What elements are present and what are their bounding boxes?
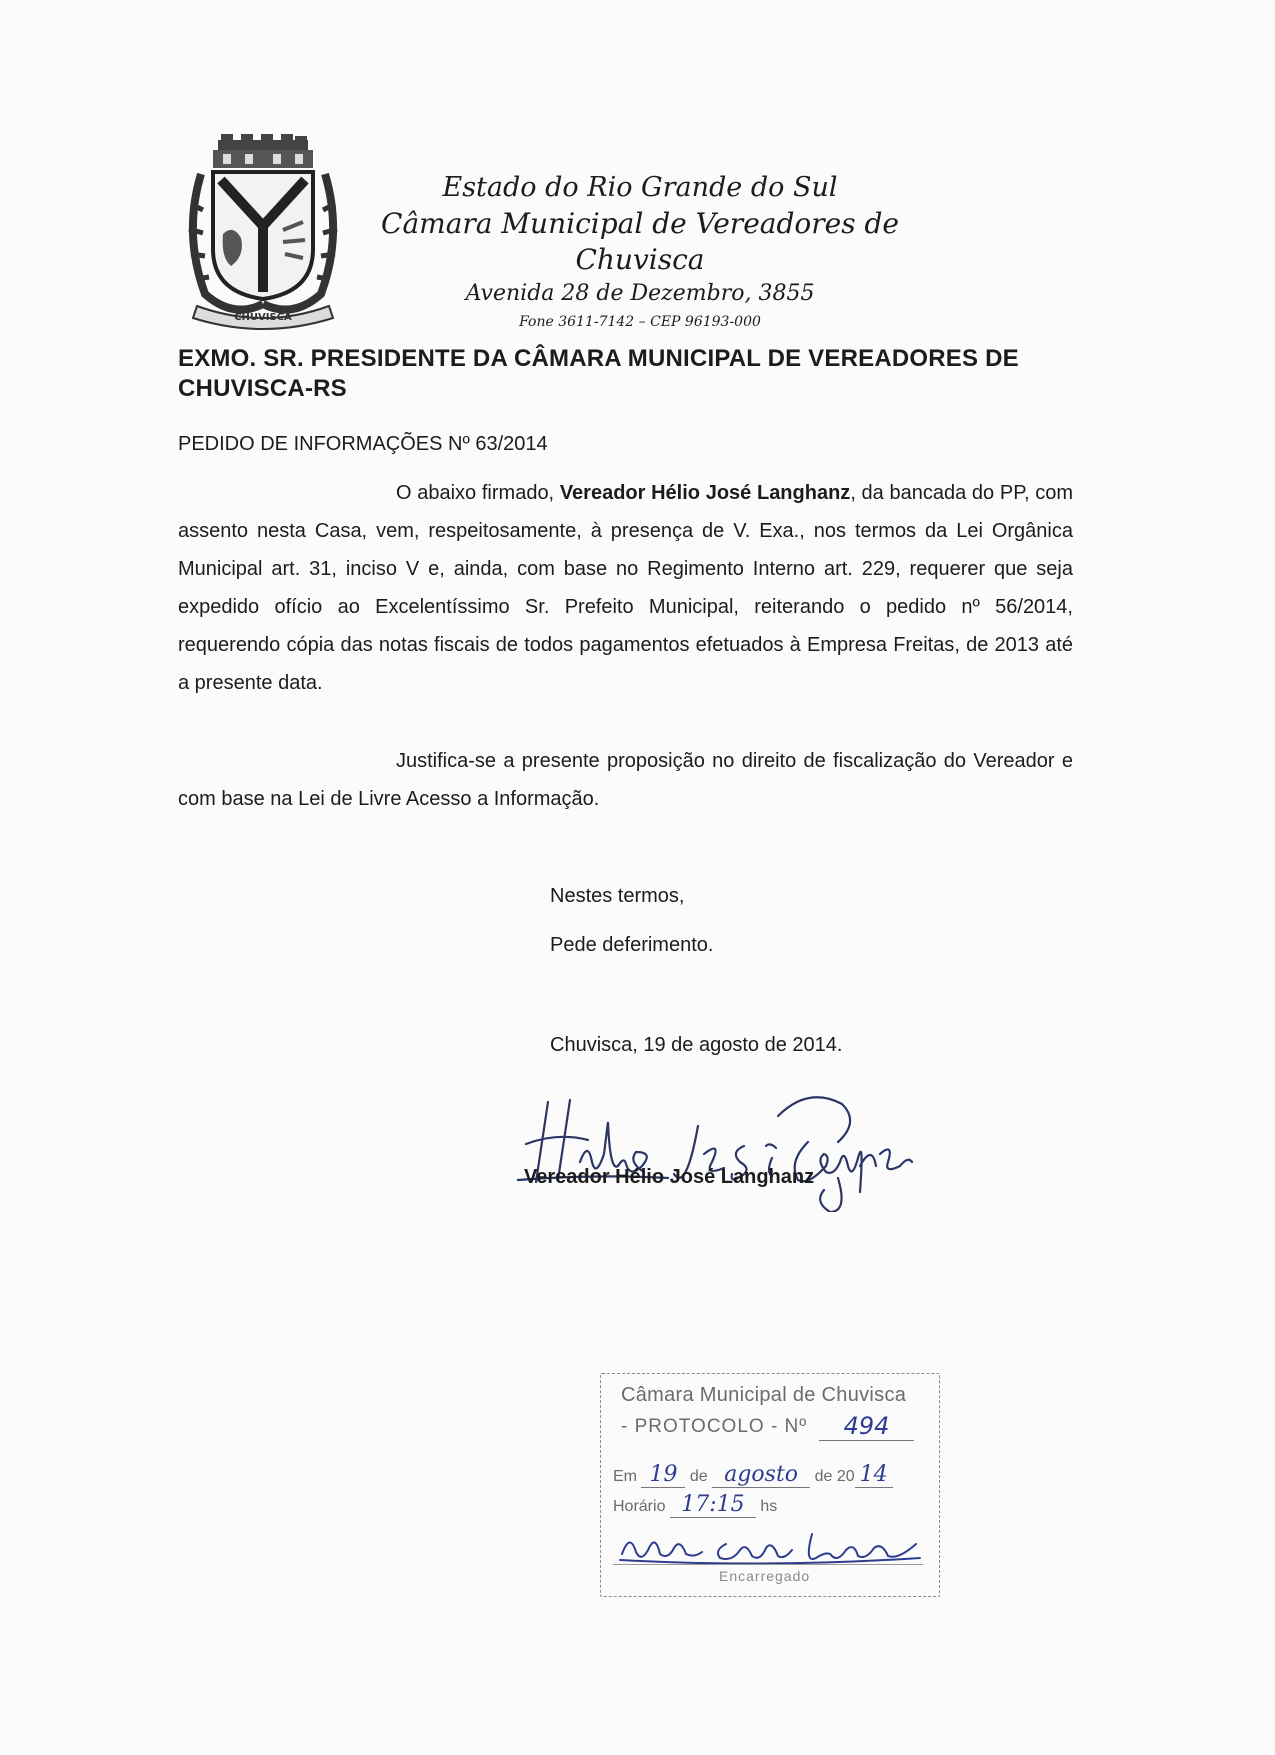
protocol-stamp bbox=[600, 1373, 940, 1597]
svg-text:CHUVISCA: CHUVISCA bbox=[234, 312, 292, 323]
stamp-caption: Encarregado bbox=[719, 1568, 811, 1584]
stamp-year: 14 bbox=[855, 1462, 893, 1488]
stamp-day: 19 bbox=[641, 1462, 685, 1488]
stamp-title: Câmara Municipal de Chuvisca bbox=[621, 1384, 907, 1406]
document-number: PEDIDO DE INFORMAÇÕES Nº 63/2014 bbox=[178, 433, 548, 455]
justification-paragraph bbox=[178, 742, 1073, 818]
stamp-time-label: Horário bbox=[613, 1498, 666, 1515]
letterhead-state: Estado do Rio Grande do Sul bbox=[442, 172, 838, 203]
signer-name: Vereador Hélio José Langhanz bbox=[524, 1166, 815, 1188]
handwritten-signature bbox=[508, 1082, 928, 1212]
paragraph-text: O abaixo firmado, bbox=[396, 482, 560, 504]
letterhead-chamber: Câmara Municipal de Vereadores de Chuvisca bbox=[381, 207, 899, 276]
addressee-heading: EXMO. SR. PRESIDENTE DA CÂMARA MUNICIPAL DE VEREADORES DE CHUVISCA-RS bbox=[178, 345, 1019, 402]
stamp-em-label: Em bbox=[613, 1468, 637, 1485]
stamp-protocol-label: - PROTOCOLO - Nº bbox=[621, 1416, 808, 1437]
stamp-time-row bbox=[613, 1492, 777, 1518]
stamp-de-label: de bbox=[689, 1468, 708, 1485]
closing-line-terms: Nestes termos, bbox=[550, 885, 685, 907]
clerk-signature bbox=[616, 1524, 926, 1566]
councilor-name-bold: Vereador Hélio José Langhanz bbox=[559, 482, 851, 504]
letterhead-address: Avenida 28 de Dezembro, 3855 bbox=[465, 281, 815, 306]
paragraph-text: , da bancada do PP, com assento nesta Casa, vem, respeitosamente, à presença de V. Exa., nos termos da Lei Orgânica Municipal art. 31, inciso V e, ainda, com base no Regimento Interno art. 229, requerer que seja expedido ofício ao Excelentíssimo Sr. Prefeito Municipal, reiterando o pedido nº 56/2014, requerendo cópia das notas fiscais de todos pagamentos efetuados à Empresa Freitas, de 2013 até a presente data. bbox=[178, 482, 1073, 694]
stamp-hs-label: hs bbox=[760, 1498, 778, 1515]
stamp-protocol-number: 494 bbox=[819, 1412, 914, 1441]
paragraph-text: Justifica-se a presente proposição no direito de fiscalização do Vereador e com base na Lei de Livre Acesso a Informação. bbox=[178, 750, 1073, 810]
closing-line-request: Pede deferimento. bbox=[550, 934, 714, 956]
letterhead-contact: Fone 3611-7142 – CEP 96193-000 bbox=[519, 314, 761, 330]
letterhead bbox=[360, 170, 920, 334]
stamp-year-label: de 20 bbox=[814, 1468, 855, 1485]
stamp-signature-line bbox=[613, 1564, 923, 1565]
stamp-date-row bbox=[613, 1462, 893, 1488]
stamp-time: 17:15 bbox=[670, 1492, 756, 1518]
place-and-date: Chuvisca, 19 de agosto de 2014. bbox=[550, 1034, 843, 1056]
request-paragraph bbox=[178, 474, 1073, 702]
municipal-crest-logo bbox=[183, 134, 343, 332]
stamp-month: agosto bbox=[712, 1462, 810, 1488]
